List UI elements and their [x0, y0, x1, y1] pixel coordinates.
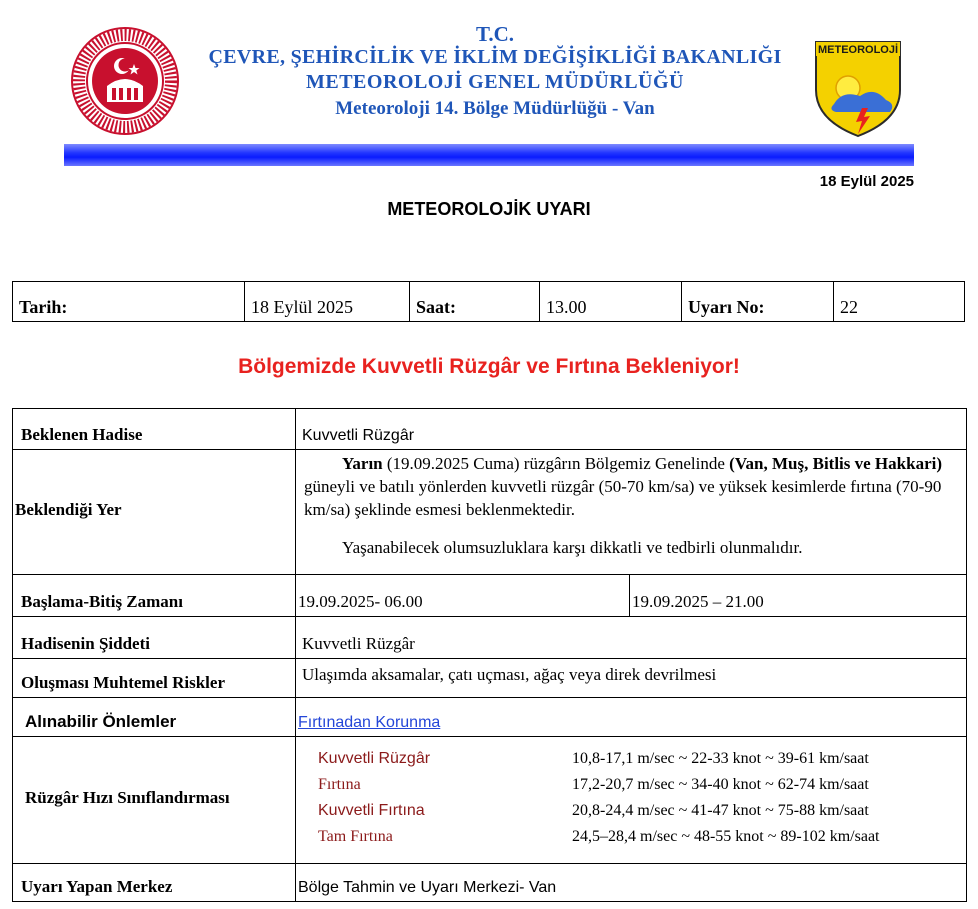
document-date: 18 Eylül 2025	[819, 173, 914, 190]
wind-class-name: Kuvvetli Rüzgâr	[318, 750, 431, 767]
warning-headline: Bölgemizde Kuvvetli Rüzgâr ve Fırtına Bekleniyor!	[238, 355, 740, 378]
warning-details-table	[12, 408, 967, 902]
header-ministry-name: ÇEVRE, ŞEHİRCİLİK VE İKLİM DEĞİŞİKLİĞİ BAKANLIĞI	[208, 46, 782, 68]
wind-class-value: 24,5–28,4 m/sec ~ 48-55 knot ~ 89-102 km/saat	[572, 828, 880, 845]
time-value: 13.00	[540, 282, 682, 322]
place-regions-bold: (Van, Muş, Bitlis ve Hakkari)	[729, 454, 942, 473]
expected-place-label: Beklendiği Yer	[13, 450, 296, 575]
storm-protection-link[interactable]: Fırtınadan Korunma	[298, 714, 441, 731]
start-end-time-label: Başlama-Bitiş Zamanı	[13, 575, 296, 617]
meteoroloji-shield-logo	[812, 38, 904, 138]
wind-class-name: Kuvvetli Fırtına	[318, 802, 425, 819]
warning-center-label: Uyarı Yapan Merkez	[13, 864, 296, 902]
document-title: METEOROLOJİK UYARI	[387, 199, 591, 219]
place-text-1: (19.09.2025 Cuma) rüzgârın Bölgemiz Genelinde	[382, 454, 730, 473]
wind-class-name: Tam Fırtına	[318, 828, 393, 845]
possible-risks-value: Ulaşımda aksamalar, çatı uçması, ağaç veya direk devrilmesi	[296, 659, 967, 698]
wind-speed-classification	[296, 737, 967, 864]
severity-label: Hadisenin Şiddeti	[13, 617, 296, 659]
expected-event-label: Beklenen Hadise	[13, 409, 296, 450]
header-regional-office: Meteoroloji 14. Bölge Müdürlüğü - Van	[335, 98, 655, 119]
warning-no-value: 22	[834, 282, 965, 322]
precautions-label: Alınabilir Önlemler	[13, 698, 296, 737]
wind-class-value: 20,8-24,4 m/sec ~ 41-47 knot ~ 75-88 km/saat	[572, 802, 869, 819]
header-directorate-name: METEOROLOJİ GENEL MÜDÜRLÜĞÜ	[306, 71, 684, 93]
header-blue-bar	[64, 144, 914, 166]
severity-value: Kuvvetli Rüzgâr	[296, 617, 967, 659]
warning-no-label: Uyarı No:	[682, 282, 834, 322]
wind-class-name: Fırtına	[318, 776, 361, 793]
place-tomorrow-bold: Yarın	[342, 454, 383, 473]
header-line-tc: T.C.	[475, 22, 515, 46]
time-label: Saat:	[410, 282, 540, 322]
date-label: Tarih:	[13, 282, 245, 322]
start-time-value: 19.09.2025- 06.00	[296, 575, 630, 617]
warning-center-value: Bölge Tahmin ve Uyarı Merkezi- Van	[296, 864, 967, 902]
wind-class-value: 17,2-20,7 m/sec ~ 34-40 knot ~ 62-74 km/saat	[572, 776, 869, 793]
end-time-value: 19.09.2025 – 21.00	[630, 575, 967, 617]
warning-info-table	[12, 281, 965, 322]
expected-event-value: Kuvvetli Rüzgâr	[296, 409, 967, 450]
expected-place-value	[296, 450, 967, 575]
place-text-2: güneyli ve batılı yönlerden kuvvetli rüzgâr (50-70 km/sa) ve yüksek kesimlerde fırtına (70-90 km/sa) şeklinde esmesi beklenmektedir.	[304, 477, 942, 519]
wind-class-value: 10,8-17,1 m/sec ~ 22-33 knot ~ 39-61 km/saat	[572, 750, 869, 767]
place-advice: Yaşanabilecek olumsuzluklara karşı dikkatli ve tedbirli olunmalıdır.	[342, 538, 803, 557]
possible-risks-label: Oluşması Muhtemel Riskler	[13, 659, 296, 698]
meteoroloji-logo-text: METEOROLOJİ	[817, 44, 899, 56]
date-value: 18 Eylül 2025	[245, 282, 410, 322]
wind-speed-classification-label: Rüzgâr Hızı Sınıflandırması	[13, 737, 296, 864]
